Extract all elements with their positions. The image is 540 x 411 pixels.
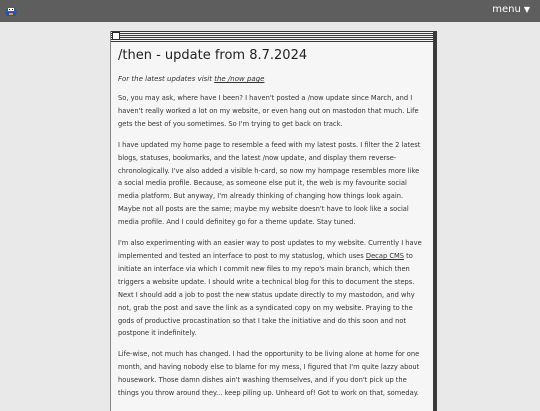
menu-button[interactable]	[492, 4, 530, 16]
paragraph-3-text-b: to initiate an interface via which I commit new files to my repo's main branch, which then triggers a website update. I should write a technical blog for this to document the steps. Next I should add a job to post the new status update directly to my mastodon, and why not, grab the post and save the link as a syndicated copy on my website. Praying to the gods of productive procastination so that I take the initiative and do this soon and not postpone it indefinitely.	[118, 251, 415, 338]
paragraph-1: So, you may ask, where have I been? I haven't posted a /now update since March, and I haven't really worked a lot on my website, or even hang out on mastodon that much. Life gets the best of you sometimes. So I'm trying to get back on track.	[118, 94, 419, 128]
paragraph-3-text-a: I'm also experimenting with an easier way to post updates to my website. Currently I have implemented and tested an interface to post to my statuslog, which uses	[118, 239, 422, 260]
paragraph-4: Life-wise, not much has changed. I had the opportunity to be living alone at home for one month, and having nobody else to blame for my mess, I figured that I'm quite lazzy about housework. Those damn dishes ain't washing themselves, and if you don't pick up the things you throw around they... keep piling up. Unheard of! Got to work on that, someday.	[118, 350, 420, 398]
decap-cms-link[interactable]: Decap CMS	[365, 251, 405, 260]
paragraph-3	[118, 237, 422, 340]
chevron-down-icon: ▼	[523, 5, 530, 14]
now-page-link[interactable]: the /now page	[214, 75, 265, 83]
window-titlebar	[111, 31, 433, 42]
page-title: /then - update from 8.7.2024	[118, 48, 308, 63]
site-logo-icon[interactable]	[3, 3, 19, 18]
note-text: For the latest updates visit	[118, 75, 215, 83]
paragraph-2: I have updated my home page to resemble a feed with my latest posts. I filter the 2 latest blogs, statuses, bookmarks, and the latest /now update, and display them reverse-chronologically. I've also added a visible h-card, so now my hompage resembles more like a social media profile. Because, as someone else put it, the web is my favourite social media platform. But anyway, I'm already thinking of changing how things look again. Maybe not all posts are the same; maybe my website doesn't have to look like a social media profile. And I could definitey go for a theme update. Stay tuned.	[118, 140, 421, 227]
menu-label: menu	[492, 4, 521, 15]
latest-updates-note	[118, 74, 422, 84]
post-window	[110, 31, 433, 411]
close-box-icon[interactable]	[112, 32, 120, 40]
top-navigation-bar	[0, 0, 540, 22]
post-content	[118, 47, 422, 400]
